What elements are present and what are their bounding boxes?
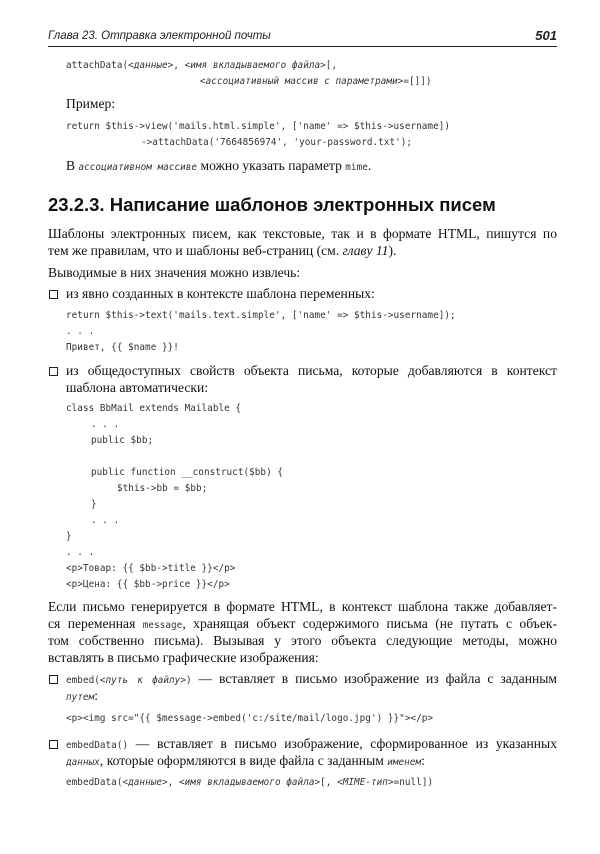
bullet3-code: <p><img src="{{ $message->embed('c:/site/mail/logo.jpg') }}"></p>: [66, 713, 434, 724]
para3-line-1: Если письмо генерируется в формате HTML, в контекст шаблона также добавляет-: [48, 599, 557, 614]
bullet2-code-line-1: class BbMail extends Mailable {: [66, 403, 242, 414]
bullet1-code-line-3: Привет, {{ $name }}!: [66, 342, 179, 353]
bullet2-code-line-5: $this->bb = $bb;: [117, 483, 208, 494]
para2: Выводимые в них значения можно извлечь:: [48, 265, 301, 280]
bullet2-code-line-2: . . .: [91, 419, 120, 430]
mime-note: В ассоциативном массиве можно указать параметр mime.: [66, 158, 372, 173]
bullet2-code-line-9: . . .: [66, 547, 95, 558]
bullet2-line-2: шаблона автоматически:: [66, 380, 209, 395]
bullet2-code-line-8: }: [66, 531, 72, 542]
example-code-line-1: return $this->view('mails.html.simple', ['name' => $this->username]): [66, 121, 451, 132]
section-title: 23.2.3. Написание шаблонов электронных писем: [48, 194, 496, 215]
chapter-title: Глава 23. Отправка электронной почты: [48, 30, 271, 42]
bullet3-line-2: путем:: [66, 688, 99, 703]
bullet2-code-line-3: public $bb;: [91, 435, 154, 446]
bullet1-code-line-1: return $this->text('mails.text.simple', ['name' => $this->username]);: [66, 310, 456, 321]
attachdata-signature-line-2: <ассоциативный массив с параметрами>=[]]): [200, 76, 432, 87]
para3-line-3: том собственно письма). Вызывая у этого объекта следующие методы, можно: [48, 633, 557, 648]
para1-line-2: тем же правилам, что и шаблоны веб-страниц (см. главу 11).: [48, 243, 397, 258]
running-header: [48, 28, 557, 47]
bullet4-line-2: данных, которые оформляются в виде файла с заданным именем:: [66, 753, 425, 768]
bullet2-code-line-4: public function __construct($bb) {: [91, 467, 284, 478]
bullet-box-icon: [49, 740, 58, 749]
bullet3-line-1: embed(<путь к файлу>) — вставляет в письмо изображение из файла с заданным: [66, 671, 557, 686]
bullet-box-icon: [49, 675, 58, 684]
bullet1-code-line-2: . . .: [66, 326, 95, 337]
bullet2-code-line-6: }: [91, 499, 97, 510]
attachdata-signature-line-1: attachData(<данные>, <имя вкладываемого файла>[,: [66, 60, 338, 71]
para3-line-2: ся переменная message, хранящая объект содержимого письма (не путать с объек-: [48, 616, 557, 631]
bullet4-line-1: embedData() — вставляет в письмо изображение, сформированное из указанных: [66, 736, 557, 751]
bullet-box-icon: [49, 290, 58, 299]
bullet2-code-line-10: <p>Товар: {{ $bb->title }}</p>: [66, 563, 236, 574]
bullet2-line-1: из общедоступных свойств объекта письма, которые добавляются в контекст: [66, 363, 557, 378]
para1-line-1: Шаблоны электронных писем, как текстовые, так и в формате HTML, пишутся по: [48, 226, 557, 241]
bullet2-code-line-7: . . .: [91, 515, 120, 526]
page-number: 501: [535, 28, 557, 43]
bullet2-code-line-11: <p>Цена: {{ $bb->price }}</p>: [66, 579, 230, 590]
example-code-line-2: ->attachData('7664856974', 'your-password.txt');: [141, 137, 413, 148]
bullet4-code: embedData(<данные>, <имя вкладываемого файла>[, <MIME-тип>=null]): [66, 777, 434, 788]
bullet1-text: из явно созданных в контексте шаблона переменных:: [66, 286, 375, 301]
bullet-box-icon: [49, 367, 58, 376]
example-label: Пример:: [66, 96, 116, 111]
para3-line-4: вставлять в письмо графические изображения:: [48, 650, 319, 665]
